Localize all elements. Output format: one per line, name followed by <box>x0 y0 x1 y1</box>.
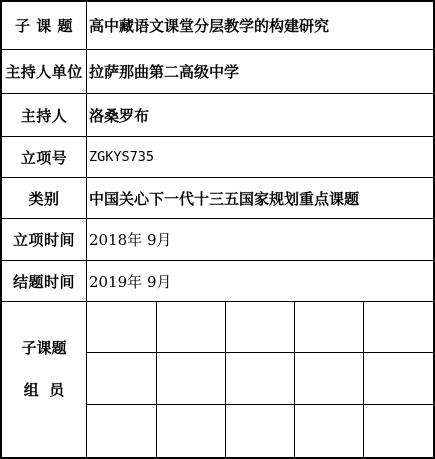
member-cell <box>87 353 156 404</box>
category-label: 类别 <box>28 189 60 208</box>
member-cell <box>295 353 363 404</box>
member-cell <box>364 353 433 404</box>
host-unit-label: 主持人单位 <box>5 63 83 81</box>
member-cell <box>157 302 225 352</box>
member-cell <box>295 405 363 457</box>
members-label-line2: 组 员 <box>23 381 65 399</box>
host-value: 洛桑罗布 <box>89 106 150 125</box>
member-cell <box>157 405 225 457</box>
approval-date-label: 立项时间 <box>12 231 75 249</box>
member-cell <box>364 302 433 352</box>
member-cell <box>157 353 225 404</box>
completion-date-value: 2019年 9月 <box>89 272 172 291</box>
member-cell <box>87 302 156 352</box>
member-cell <box>226 353 294 404</box>
member-cell <box>226 302 294 352</box>
subtopic-label: 子 课 题 <box>15 17 73 35</box>
host-unit-value: 拉萨那曲第二高级中学 <box>89 63 240 81</box>
completion-date-label: 结题时间 <box>12 272 75 291</box>
category-value: 中国关心下一代十三五国家规划重点课题 <box>89 189 360 208</box>
member-cell <box>364 405 433 457</box>
members-label <box>1 327 87 411</box>
subtopic-value: 高中藏语文课堂分层教学的构建研究 <box>89 17 330 35</box>
project-number-label: 立项号 <box>20 148 68 167</box>
approval-date-value: 2018年 9月 <box>89 231 172 249</box>
project-number-value: ZGKYS735 <box>89 149 155 165</box>
member-cell <box>295 302 363 352</box>
member-cell <box>87 405 156 457</box>
members-label-line1: 子课题 <box>21 339 67 357</box>
host-label: 主持人 <box>20 106 68 125</box>
member-cell <box>226 405 294 457</box>
